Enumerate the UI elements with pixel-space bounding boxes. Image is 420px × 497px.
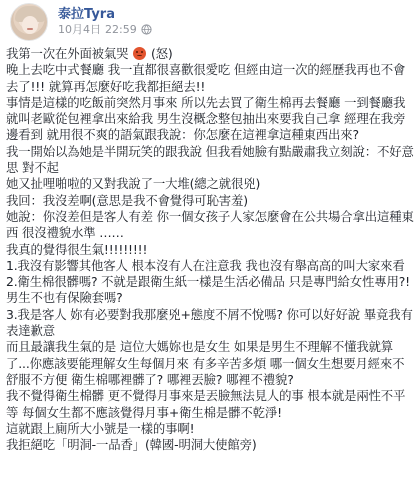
post-line: 而且最讓我生氣的是 這位大媽妳也是女生 如果是男生不理解不懂我就算了...你應該要能理解女生每個月來 有多辛苦多煩 哪一個女生想要月經來不舒服不方便 衛生棉哪裡髒了? 哪裡丟臉? 哪裡不禮貌? bbox=[6, 339, 405, 387]
angry-icon bbox=[133, 47, 146, 60]
post-line: 她說：你沒差但是客人有差 你一個女孩子人家怎麼會在公共場合拿出這種東西 很沒禮貌水準 …… bbox=[6, 208, 414, 241]
post-line: 我真的覺得很生氣!!!!!!!!! bbox=[6, 241, 148, 257]
post-line-suffix: (怒) bbox=[151, 46, 173, 61]
post-line: 我不覺得衛生棉髒 更不覺得月事來是丟臉無法見人的事 根本就是兩性不平等 每個女生都不應該覺得月事+衛生棉是髒不乾淨! bbox=[6, 388, 406, 420]
post-date[interactable]: 10月4日 bbox=[58, 23, 101, 36]
post-line: 我拒絕吃「明洞-一品香」(韓國-明洞大使館旁) bbox=[6, 437, 257, 453]
post-line: 晚上去吃中式餐廳 我一直都很喜歡很愛吃 但經由這一次的經歷我再也不會去了!!! 就算再怎麼好吃我都拒絕去!! bbox=[6, 62, 406, 94]
post-time[interactable]: 22:59 bbox=[105, 22, 137, 36]
post-line: 我一開始以為她是半開玩笑的跟我說 但我看她臉有點嚴肅我立刻說：不好意思 對不起 bbox=[6, 143, 414, 176]
author-name[interactable]: 泰拉Tyra bbox=[58, 7, 115, 22]
avatar-face bbox=[22, 16, 38, 34]
post-line: 1.我沒有影響其他客人 根本沒有人在注意我 我也沒有舉高高的叫大家來看 bbox=[6, 257, 405, 273]
post-body bbox=[6, 46, 416, 453]
post-line: 她又扯哩啪啦的又對我說了一大堆(總之就很兇) bbox=[6, 176, 261, 192]
post-line: 這就跟上廁所大小號是一樣的事啊! bbox=[6, 420, 195, 436]
author-avatar[interactable] bbox=[10, 3, 48, 41]
post-line: 2.衛生棉很髒嗎? 不就是跟衛生紙一樣是生活必備品 只是專門給女性專用?! 男生不也有保險套嗎? bbox=[6, 274, 410, 306]
post-meta bbox=[58, 22, 152, 36]
post-line: 事情是這樣的吃飯前突然月事來 所以先去買了衛生棉再去餐廳 一到餐廳我就叫老歐從包裡拿出來給我 男生沒概念整包抽出來要我自己拿 經理在我旁邊看到 就用很不爽的語氣跟我說：你怎麼在這裡拿這種東西出來? bbox=[6, 94, 406, 143]
post-line: 我回：我沒差啊(意思是我不會覺得可恥害羞) bbox=[6, 192, 248, 208]
globe-icon[interactable] bbox=[141, 24, 152, 35]
post-line-text: 我第一次在外面被氣哭 bbox=[6, 46, 129, 61]
post-line: 3.我是客人 妳有必要對我那麼兇+態度不屑不悅嗎? 你可以好好說 畢竟我有表達歉意 bbox=[6, 306, 413, 339]
post-header bbox=[0, 0, 420, 44]
avatar-lip bbox=[27, 28, 33, 30]
post-line bbox=[6, 46, 416, 62]
